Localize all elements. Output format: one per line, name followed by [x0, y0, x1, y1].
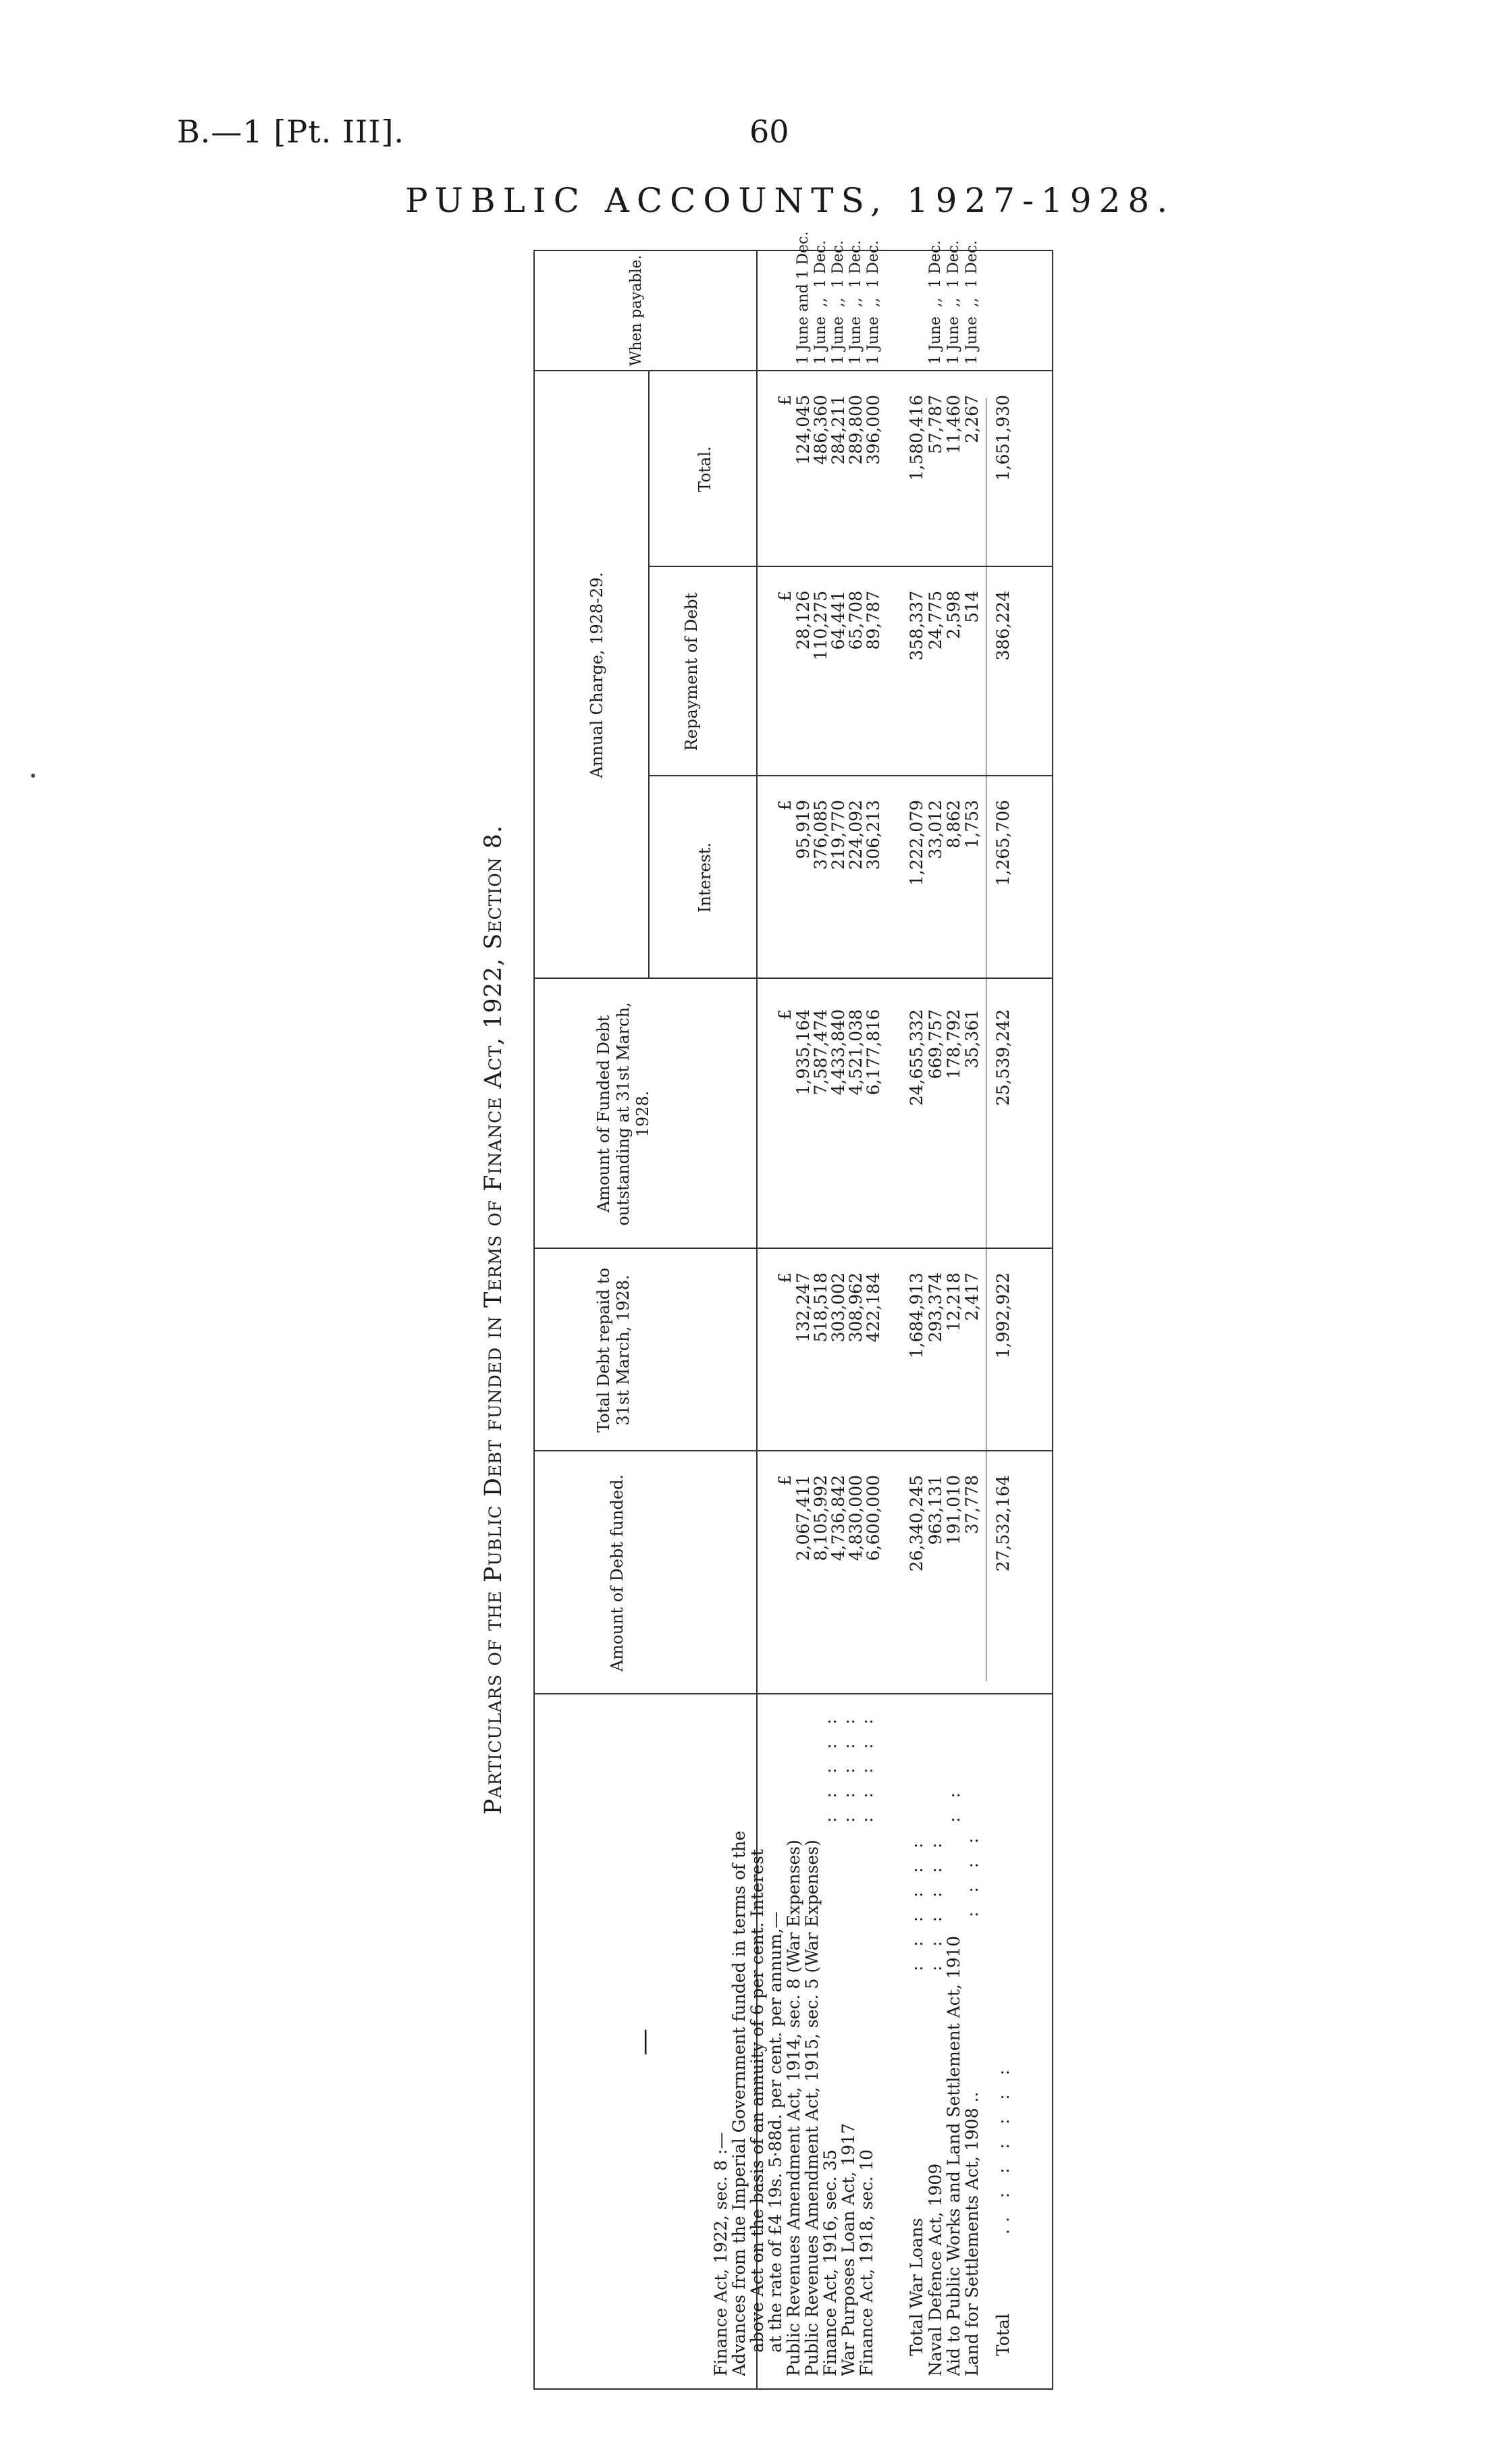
- funded-cell: 6,600,000: [864, 1475, 883, 1561]
- intro-line: Finance Act, 1922, sec. 8 :—: [711, 2132, 731, 2376]
- interest-cell: 95,919: [793, 800, 813, 859]
- total-cell: 1,651,930: [993, 395, 1013, 481]
- repayment-cell: 514: [962, 591, 982, 623]
- table-caption: Particulars of the Public Debt funded in Terms of Finance Act, 1922, Section 8.: [480, 824, 507, 1815]
- funded-cell: 4,736,842: [828, 1475, 848, 1561]
- table-left-rule: [533, 2388, 1053, 2390]
- funded-cell: 2,067,411: [793, 1475, 813, 1561]
- repayment-cell: 110,275: [811, 591, 830, 661]
- interest-cell: 33,012: [926, 800, 945, 859]
- repaid-cell: 308,962: [846, 1273, 866, 1343]
- total-cell: 486,360: [811, 395, 830, 465]
- repaid-cell: 518,518: [811, 1273, 830, 1343]
- outstanding-cell: 6,177,816: [864, 1009, 883, 1096]
- total-cell: 284,211: [828, 395, 848, 465]
- currency-symbol: £: [775, 395, 795, 406]
- page-title: PUBLIC ACCOUNTS, 1927-1928.: [405, 181, 1175, 220]
- scan-speck: [31, 774, 35, 778]
- total-cell: 124,045: [793, 395, 813, 465]
- row-label: Finance Act, 1916, sec. 35: [820, 2149, 840, 2376]
- dot-leader: : : : : :: [839, 1712, 858, 1823]
- payable-cell: 1 June ,, 1 Dec.: [963, 240, 980, 365]
- row-label: Public Revenues Amendment Act, 1915, sec. 5 (War Expenses): [802, 1840, 822, 2376]
- repayment-cell: 28,126: [793, 591, 813, 650]
- table-top-rule: [533, 250, 535, 2390]
- row-label: War Purposes Loan Act, 1917: [839, 2123, 858, 2376]
- dot-leader: : : : :: [962, 1831, 982, 1917]
- outstanding-cell: 178,792: [944, 1009, 963, 1079]
- interest-cell: 1,265,706: [993, 800, 1013, 886]
- intro-line: Advances from the Imperial Government funded in terms of the: [729, 1830, 749, 2376]
- funded-cell: 37,778: [962, 1475, 982, 1534]
- repayment-cell: 386,224: [993, 591, 1013, 661]
- payable-cell: 1 June and 1 Dec.: [795, 231, 812, 365]
- repaid-cell: 293,374: [926, 1273, 945, 1343]
- total-cell: 396,000: [864, 395, 883, 465]
- currency-symbol: £: [775, 591, 795, 601]
- repaid-cell: 12,218: [944, 1273, 963, 1332]
- total-cell: 11,460: [944, 395, 963, 454]
- outstanding-cell: 4,521,038: [846, 1009, 866, 1096]
- currency-symbol: £: [775, 1475, 795, 1486]
- repaid-cell: 132,247: [793, 1273, 813, 1343]
- payable-cell: 1 June ,, 1 Dec.: [865, 240, 882, 365]
- dot-leader: : : : : : :: [907, 1836, 926, 1971]
- dot-leader: : : : : : :: [926, 1836, 945, 1971]
- intro-line: at the rate of £4 19s. 5·88d. per cent. per annum,—: [766, 1911, 785, 2353]
- outstanding-cell: 1,935,164: [793, 1009, 813, 1096]
- outstanding-cell: 669,757: [926, 1009, 945, 1079]
- dot-leader: : : : : :: [857, 1712, 876, 1823]
- total-cell: 289,800: [846, 395, 866, 465]
- payable-cell: 1 June ,, 1 Dec.: [830, 240, 847, 365]
- repaid-cell: 303,002: [828, 1273, 848, 1343]
- interest-header: Interest.: [695, 842, 714, 913]
- repayment-cell: 64,441: [828, 591, 848, 650]
- dot-leader: .. : : : : : :: [993, 2062, 1013, 2234]
- repayment-cell: 65,708: [846, 591, 866, 650]
- interest-cell: 224,092: [846, 800, 866, 870]
- row-label: Finance Act, 1918, sec. 10: [857, 2149, 876, 2376]
- total-header: Total.: [695, 446, 714, 492]
- funded-cell: 191,010: [944, 1475, 963, 1545]
- outstanding-cell: 24,655,332: [907, 1009, 926, 1106]
- row-label: Total War Loans: [907, 2218, 926, 2356]
- page-number: 60: [749, 113, 789, 150]
- payable-cell: 1 June ,, 1 Dec.: [847, 240, 864, 365]
- repaid-cell: 2,417: [962, 1273, 982, 1321]
- funded-cell: 4,830,000: [846, 1475, 866, 1561]
- funded-cell: 8,105,992: [811, 1475, 830, 1561]
- repayment-cell: 24,775: [926, 591, 945, 650]
- outstanding-header: Amount of Funded Debt outstanding at 31st March, 1928.: [594, 1002, 652, 1226]
- payable-cell: 1 June ,, 1 Dec.: [927, 240, 944, 365]
- interest-cell: 306,213: [864, 800, 883, 870]
- document-code: B.—1 [Pt. III].: [177, 113, 405, 150]
- repaid-cell: 1,684,913: [907, 1273, 926, 1359]
- rotated-table-block: [479, 231, 1060, 2390]
- payable-cell: 1 June ,, 1 Dec.: [945, 240, 962, 365]
- funded-cell: 27,532,164: [993, 1475, 1013, 1572]
- row-label: Total: [993, 2313, 1013, 2356]
- currency-symbol: £: [775, 1273, 795, 1283]
- total-repaid-header: Total Debt repaid to 31st March, 1928.: [594, 1267, 633, 1433]
- table-bottom-rule: [1052, 250, 1053, 2390]
- total-cell: 57,787: [926, 395, 945, 454]
- dot-leader: : :: [944, 1786, 963, 1823]
- outstanding-cell: 7,587,474: [811, 1009, 830, 1096]
- currency-symbol: £: [775, 1009, 795, 1020]
- repayment-header: Repayment of Debt: [682, 592, 701, 751]
- interest-cell: 1,753: [962, 800, 982, 849]
- payable-cell: 1 June ,, 1 Dec.: [812, 240, 829, 365]
- annual-charge-header: Annual Charge, 1928-29.: [587, 572, 606, 778]
- repayment-cell: 358,337: [907, 591, 926, 661]
- description-header: —: [629, 2029, 660, 2056]
- row-label: Naval Defence Act, 1909: [926, 2163, 945, 2376]
- col-rule: [533, 370, 1053, 371]
- amount-funded-header: Amount of Debt funded.: [608, 1474, 627, 1672]
- interest-cell: 219,770: [828, 800, 848, 870]
- repaid-cell: 422,184: [864, 1273, 883, 1343]
- outstanding-cell: 25,539,242: [993, 1009, 1013, 1106]
- when-payable-header: When payable.: [628, 255, 645, 367]
- outstanding-cell: 35,361: [962, 1009, 982, 1069]
- funded-cell: 26,340,245: [907, 1475, 926, 1572]
- outstanding-cell: 4,433,840: [828, 1009, 848, 1096]
- repayment-cell: 2,598: [944, 591, 963, 639]
- total-cell: 1,580,416: [907, 395, 926, 481]
- repaid-cell: 1,992,922: [993, 1273, 1013, 1359]
- row-label: Public Revenues Amendment Act, 1914, sec. 8 (War Expenses): [784, 1840, 803, 2376]
- interest-cell: 376,085: [811, 800, 830, 870]
- row-label: Land for Settlements Act, 1908 ..: [962, 2091, 982, 2376]
- total-cell: 2,267: [962, 395, 982, 444]
- funded-cell: 963,131: [926, 1475, 945, 1545]
- row-label: Aid to Public Works and Land Settlement Act, 1910: [944, 1935, 963, 2376]
- debt-table: [533, 231, 1053, 2390]
- currency-symbol: £: [775, 800, 795, 811]
- interest-cell: 8,862: [944, 800, 963, 849]
- annual-charge-rule: [648, 371, 650, 979]
- intro-line: above Act on the basis of an annuity of 6 per cent. Interest: [747, 1849, 767, 2353]
- interest-cell: 1,222,079: [907, 800, 926, 886]
- repayment-cell: 89,787: [864, 591, 883, 650]
- dot-leader: : : : : :: [820, 1712, 840, 1823]
